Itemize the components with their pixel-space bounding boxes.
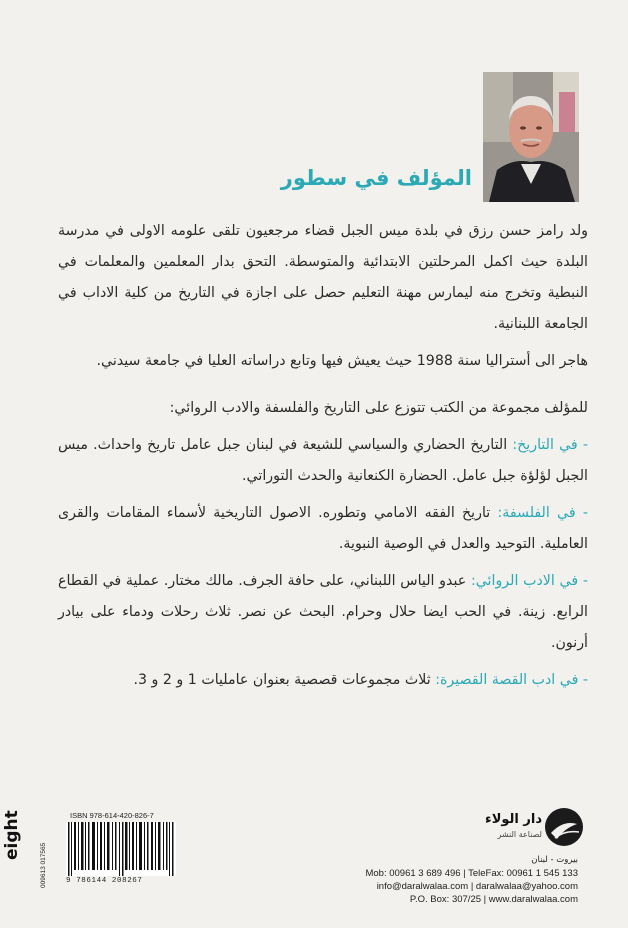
bio-paragraph-1: ولد رامز حسن رزق في بلدة ميس الجبل قضاء مرجعيون تلقى علومه الاولى في مدرسة البلدة حيث اكمل المرحلتين الابتدائية والمتوسطة. التحق بدار المعلمين والمعلمات في النبطية وتخرج منه ليمارس مهنة التعليم حصل على اجازة في التاريخ من كلية الاداب في الجامعة اللبنانية. [58,223,588,332]
imprint-code: 009613 017565 [40,842,47,888]
history-text: التاريخ الحضاري والسياسي للشيعة في لبنان جبل عامل تاريخ واحداث. ميس الجبل لؤلؤة جبل عامل. الحضارة الكنعانية والحدث التوراتي. [58,437,588,484]
barcode-digits: 9 786144 208267 [66,877,143,885]
author-biography [58,216,588,698]
publisher-contact [300,854,578,906]
bio-history [58,430,588,492]
imprint-brand: eight [2,810,22,860]
publisher-logo-icon [543,806,585,848]
publisher-emails: info@daralwalaa.com | daralwalaa@yahoo.com [376,881,578,892]
publisher-city: بيروت - لبنان [531,855,578,865]
bio-philosophy [58,498,588,560]
novel-text: عبدو الياس اللبناني، على حافة الجرف. مالك مختار. عملية في القطاع الرابع. زينة. في الحب ايضا حلال وحرام. البحث عن نصر. ثلاث رحلات ودماء على بيادر أرنون. [58,573,588,651]
novel-label: - في الادب الروائي: [470,573,588,589]
story-label: - في ادب القصة القصيرة: [435,672,588,688]
story-text: ثلاث مجموعات قصصية بعنوان عامليات 1 و 2 و 3. [133,672,436,688]
bio-novels [58,566,588,659]
publisher-name: دار الولاء [485,812,542,827]
section-title: المؤلف في سطور [280,166,472,190]
bio-paragraph-3: للمؤلف مجموعة من الكتب تتوزع على التاريخ والفلسفة والادب الروائي: [169,400,588,416]
bio-short-stories [58,665,588,696]
publisher-subtitle: لصناعة النشر [497,830,542,839]
history-label: - في التاريخ: [512,437,588,453]
bio-paragraph-2: هاجر الى أستراليا سنة 1988 حيث يعيش فيها وتابع دراساته العليا في جامعة سيدني. [96,353,588,369]
philosophy-text: تاريخ الفقه الامامي وتطوره. الاصول التاريخية لأسماء المقامات والقرى العاملية. التوحيد والعدل في الوصية النبوية. [58,505,588,552]
publisher-postal: P.O. Box: 307/25 | www.daralwalaa.com [409,894,578,905]
author-photo [483,72,579,202]
isbn-label: ISBN 978-614-420-826-7 [70,811,154,820]
philosophy-label: - في الفلسفة: [497,505,588,521]
barcode [66,822,176,876]
publisher-phones: Mob: 00961 3 689 496 | TeleFax: 00961 1 545 133 [365,868,578,879]
